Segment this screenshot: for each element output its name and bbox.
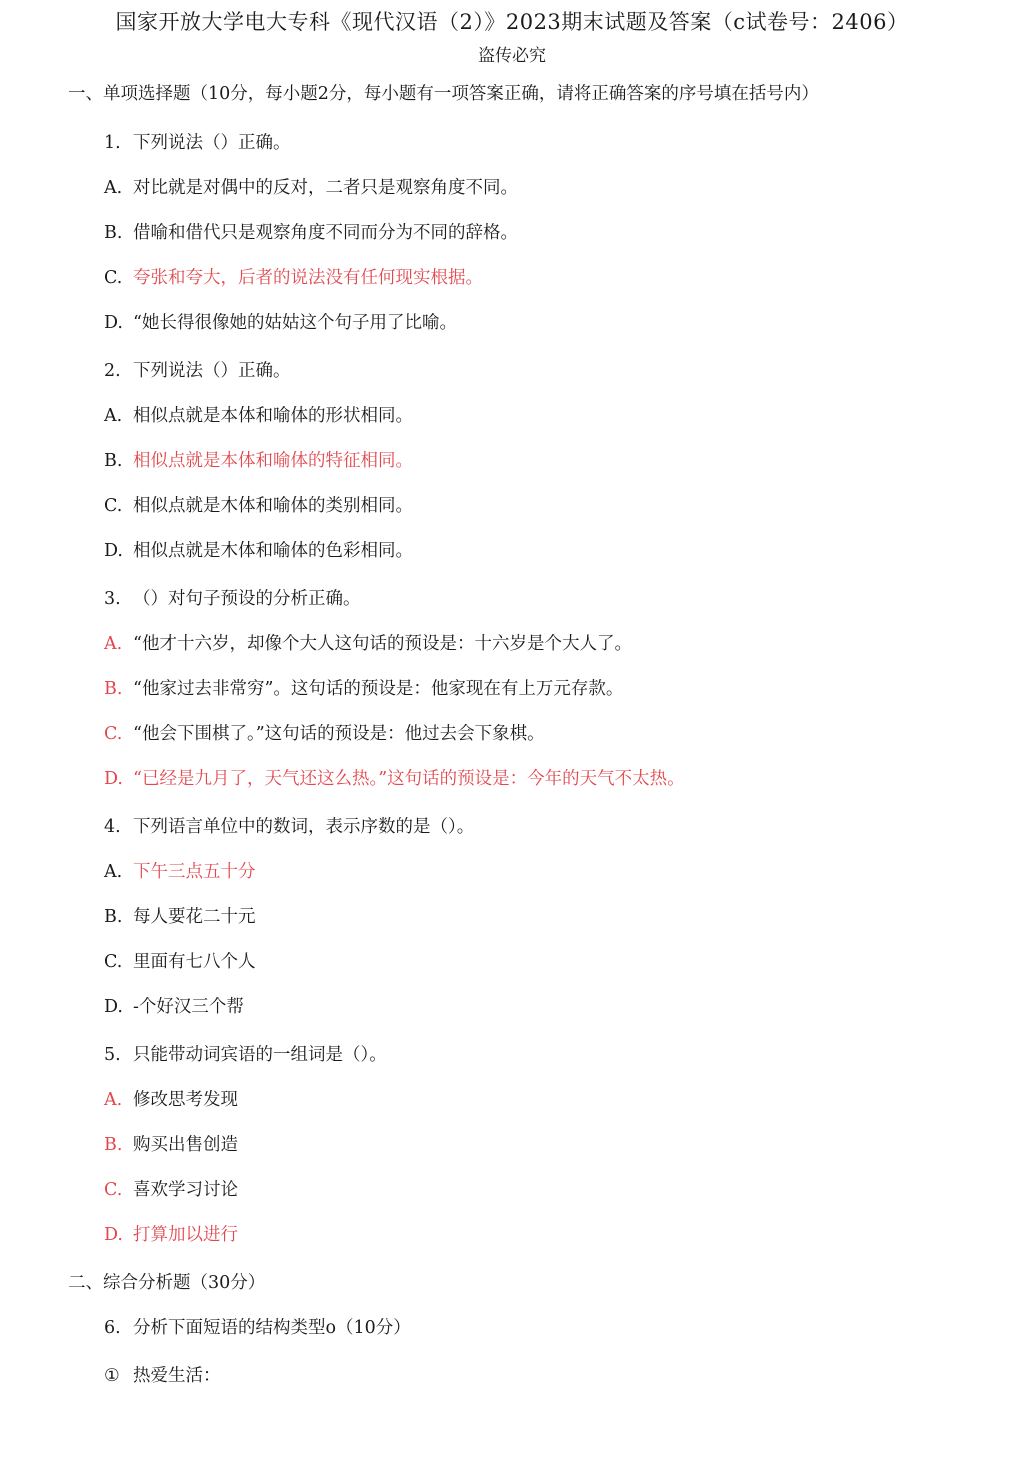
option-label: A. — [104, 178, 123, 198]
option-label: A. — [104, 862, 123, 882]
option-label: D. — [104, 769, 123, 789]
option-label: C. — [104, 724, 123, 744]
option-label: D. — [104, 541, 123, 561]
option-text-answer: 夸张和夸大，后者的说法没有任何现实根据。 — [133, 268, 483, 288]
option-line — [104, 492, 413, 517]
option-label: A. — [104, 634, 123, 654]
question-number: 1. — [104, 133, 121, 153]
option-line-answer — [104, 858, 256, 883]
option-text: 相似点就是木体和喻体的类别相同。 — [133, 496, 413, 516]
option-line — [104, 1176, 238, 1201]
question-text: 只能带动词宾语的一组词是（）。 — [133, 1045, 387, 1065]
question-text: 下列说法（）正确。 — [133, 133, 291, 153]
option-label: D. — [104, 313, 123, 333]
option-line — [104, 402, 413, 427]
option-line — [104, 1086, 238, 1111]
option-line-answer — [104, 447, 413, 472]
option-text: 喜欢学习讨论 — [133, 1180, 238, 1200]
question-number: 6. — [104, 1318, 121, 1338]
section-heading-2: 二、综合分析题（30分） — [68, 1273, 266, 1293]
option-text-answer: 下午三点五十分 — [133, 862, 256, 882]
option-text: -个好汉三个帮 — [133, 997, 244, 1017]
question-stem — [104, 357, 291, 382]
sub-item — [104, 1362, 221, 1387]
option-text: 里面有七八个人 — [133, 952, 256, 972]
option-text: “他家过去非常穷”。这句话的预设是：他家现在有上万元存款。 — [133, 679, 624, 699]
option-line — [104, 174, 518, 199]
option-text-answer: 打算加以进行 — [133, 1225, 238, 1245]
option-label: B. — [104, 223, 123, 243]
question-stem — [104, 1314, 411, 1339]
option-label: C. — [104, 1180, 123, 1200]
option-text: 对比就是对偶中的反对，二者只是观察角度不同。 — [133, 178, 518, 198]
option-label: A. — [104, 406, 123, 426]
sub-item-text: 热爱生活： — [133, 1366, 221, 1386]
option-text: “他会下围棋了。”这句话的预设是：他过去会下象棋。 — [133, 724, 545, 744]
option-text-answer: 相似点就是本体和喻体的特征相同。 — [133, 451, 413, 471]
option-line — [104, 903, 256, 928]
option-label: B. — [104, 907, 123, 927]
option-text: 购买出售创造 — [133, 1135, 238, 1155]
option-line — [104, 1131, 238, 1156]
option-line — [104, 993, 244, 1018]
option-label: C. — [104, 268, 123, 288]
question-stem — [104, 1041, 387, 1066]
document-subtitle: 盗传必究 — [478, 46, 546, 66]
option-line — [104, 219, 518, 244]
option-text: 相似点就是木体和喻体的色彩相同。 — [133, 541, 413, 561]
question-number: 2. — [104, 361, 121, 381]
option-line — [104, 309, 457, 334]
option-label: C. — [104, 952, 123, 972]
question-text: 下列说法（）正确。 — [133, 361, 291, 381]
option-text-answer: “已经是九月了，天气还这么热。”这句话的预设是：今年的天气不太热。 — [133, 769, 685, 789]
option-label: C. — [104, 496, 123, 516]
option-label: B. — [104, 1135, 123, 1155]
option-text: 相似点就是本体和喻体的形状相同。 — [133, 406, 413, 426]
question-stem — [104, 129, 291, 154]
question-text: 分析下面短语的结构类型o（10分） — [133, 1318, 411, 1338]
option-text: “他才十六岁，却像个大人这句话的预设是：十六岁是个大人了。 — [133, 634, 632, 654]
option-line-answer — [104, 765, 685, 790]
option-line-answer — [104, 1221, 238, 1246]
question-number: 5. — [104, 1045, 121, 1065]
document-title: 国家开放大学电大专科《现代汉语（2）》2023期末试题及答案（c试卷号：2406） — [115, 10, 909, 34]
question-number: 3. — [104, 589, 121, 609]
option-text: 借喻和借代只是观察角度不同而分为不同的辞格。 — [133, 223, 518, 243]
option-line — [104, 630, 632, 655]
option-line-answer — [104, 264, 483, 289]
option-label: D. — [104, 1225, 123, 1245]
option-line — [104, 675, 623, 700]
option-label: D. — [104, 997, 123, 1017]
option-text: 每人要花二十元 — [133, 907, 256, 927]
question-stem — [104, 585, 361, 610]
question-stem — [104, 813, 474, 838]
option-text: 修改思考发现 — [133, 1090, 238, 1110]
question-number: 4. — [104, 817, 121, 837]
section-heading-1: 一、单项选择题（10分，每小题2分，每小题有一项答案正确，请将正确答案的序号填在括号内） — [68, 84, 819, 104]
option-label: B. — [104, 679, 123, 699]
option-line — [104, 537, 413, 562]
option-label: A. — [104, 1090, 123, 1110]
sub-item-number: ① — [104, 1366, 120, 1386]
option-text: “她长得很像她的姑姑这个句子用了比喻。 — [133, 313, 457, 333]
option-line — [104, 948, 256, 973]
question-text: （）对句子预设的分析正确。 — [133, 589, 361, 609]
option-line — [104, 720, 545, 745]
option-label: B. — [104, 451, 123, 471]
question-text: 下列语言单位中的数词，表示序数的是（）。 — [133, 817, 475, 837]
